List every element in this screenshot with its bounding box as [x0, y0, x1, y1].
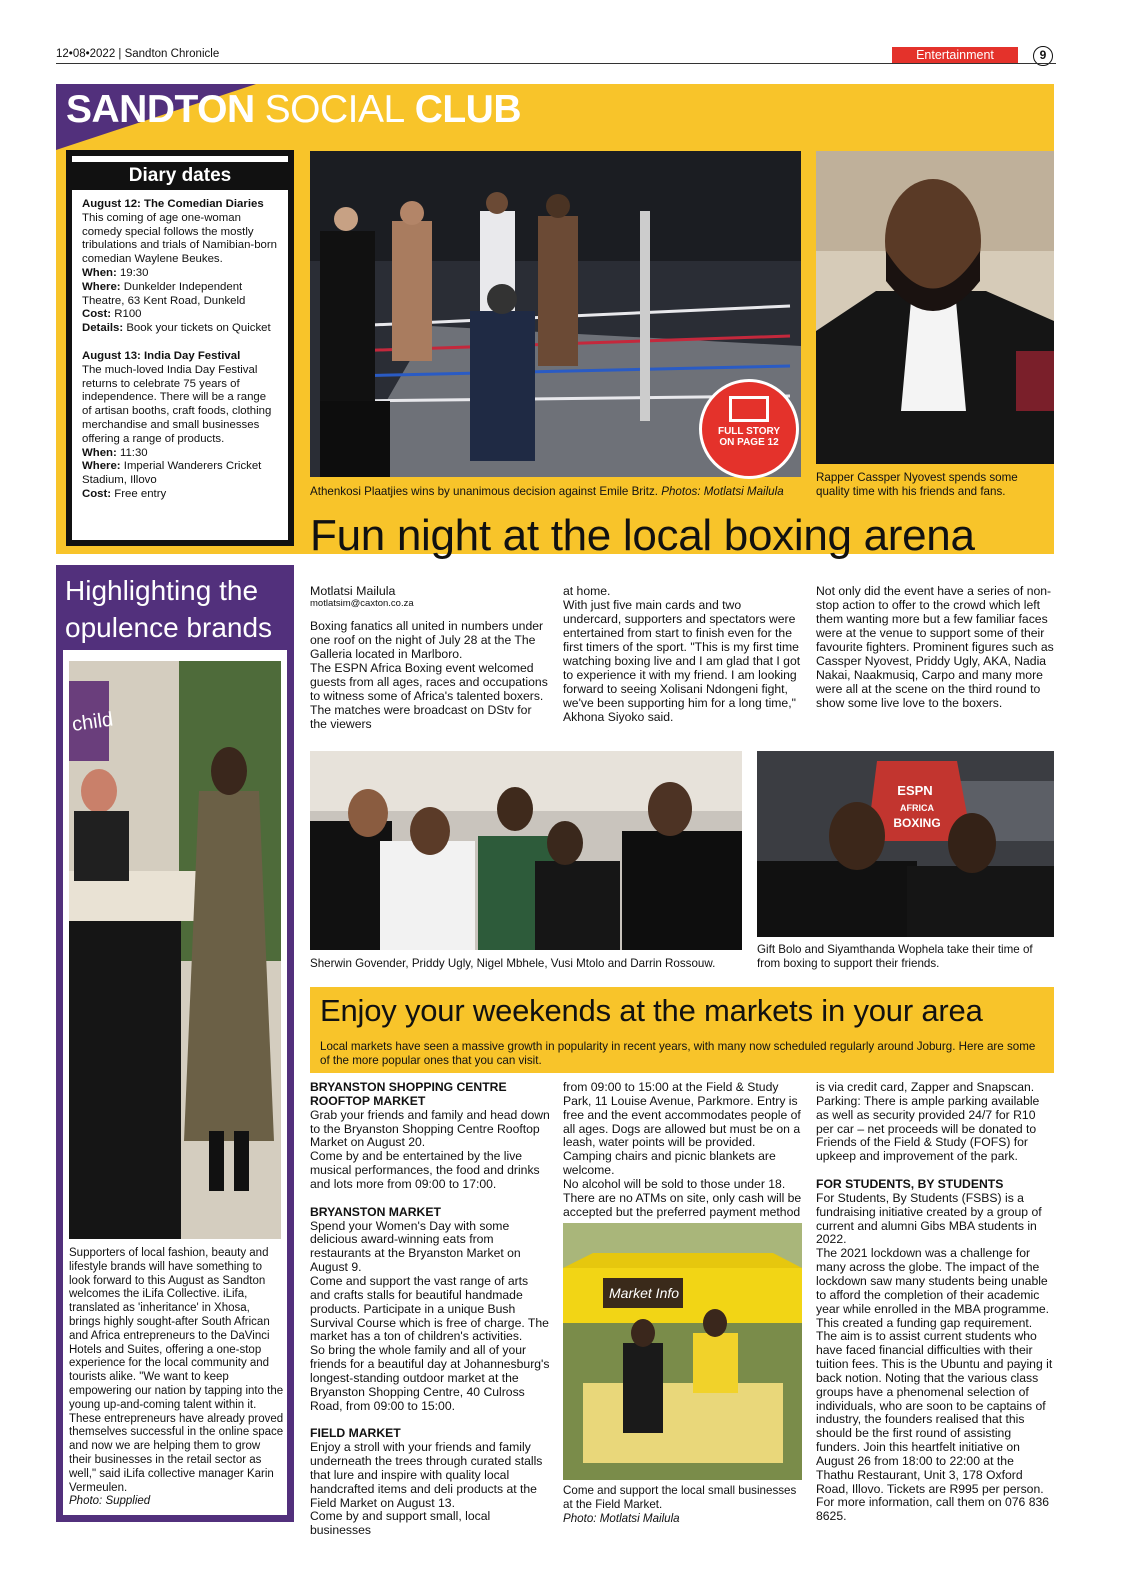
section-text: Grab your friends and family and head down to the Bryanston Shopping Centre Rooftop Market on August 20. Come by and be entertained by the live musical performances, the food and drinks and lots more from 09:00 to 17:00. — [310, 1107, 550, 1191]
diary-event-india-day — [82, 350, 278, 502]
details-label: Details: — [82, 322, 124, 335]
cost-label: Cost: — [82, 487, 112, 500]
field-section — [310, 1427, 550, 1538]
article-col-1 — [310, 584, 548, 731]
article-col-2: at home. With just five main cards and two undercard, supporters and spectators were entertained from start to finish even for the first timers of the sport. "This is my first time watching boxing live and I am glad that I got to experience it with my friend. I am looking forward to seeing Xolisani Ndongeni fight, we've been supporting him for a long time," Akhona Siyoko said. — [563, 584, 801, 724]
newspaper-icon — [729, 396, 769, 422]
caption-text: Athenkosi Plaatjies wins by unanimous decision against Emile Britz. — [310, 485, 662, 498]
market-sign-text: Market Info — [609, 1285, 680, 1301]
section-tab: Entertainment — [892, 47, 1018, 63]
section-text: Spend your Women's Day with some delicious award-winning eats from restaurants at the Bryanston Market on August 9. Come and support the vast range of arts and crafts stalls for beautiful handmade products. Participate in a unique Bush Survival Course which is free of charge. The market has a ton of children's activities. So bring the whole family and all of your friends for a beautiful day at Johannesburg's longest-standing outdoor market at the Bryanston Shopping Centre, 40 Culross Road, from 09:00 to 15:00. — [310, 1218, 550, 1413]
cassper-image — [816, 151, 1054, 464]
event-details: Book your tickets on Quicket — [123, 322, 271, 335]
where-label: Where: — [82, 460, 121, 473]
diary-heading: Diary dates — [72, 162, 288, 190]
duo-photo — [757, 751, 1054, 937]
africa-logo-text: AFRICA — [900, 803, 934, 813]
fsbs-section — [816, 1178, 1054, 1524]
byline: Motlatsi Mailula — [310, 584, 396, 598]
markets-col-3 — [816, 1081, 1054, 1538]
diary-entries — [82, 198, 278, 516]
field-payment-text: is via credit card, Zapper and Snapscan. Parking: There is ample parking available as well as security provided 24/7 for R10 per car – net proceeds will be donated to Friends of the Field & Study (FOFS) for upkeep and improvement of the park. — [816, 1080, 1040, 1164]
market-image — [563, 1223, 802, 1480]
opulence-title — [65, 572, 285, 646]
markets-col-2: from 09:00 to 15:00 at the Field & Study Park, 11 Louise Avenue, Parkmore. Entry is free and the event accommodates people of all ages. Dogs are allowed but must be on a leash, water points will be provided. Camping chairs and picnic blankets are welcome. No alcohol will be sold to those under 18. There are no ATMs on site, only cash will be accepted but the preferred payment method — [563, 1080, 802, 1219]
section-heading: FOR STUDENTS, BY STUDENTS — [816, 1177, 1004, 1192]
bryanston-section — [310, 1206, 550, 1414]
opulence-article — [69, 1247, 284, 1509]
photo-credit: Photo: Motlatsi Mailula — [563, 1512, 680, 1525]
diary-event-comedian — [82, 198, 278, 336]
article-col-3: Not only did the event have a series of non-stop action to offer to the crowd which left them wanting more but a few familiar faces were at the venue to support some of their favourite fighters. Prominent figures such as Cassper Nyovest, Priddy Ugly, AKA, Nadia Nakai, Naakmusiq, Carpo and many more were all at the scene on the third round to show some live love to the boxers. — [816, 584, 1054, 710]
group-photo — [310, 751, 742, 950]
event-cost: Free entry — [111, 487, 167, 500]
store-sign-text: child — [70, 708, 115, 736]
photo-credit: Photos: Motlatsi Mailula — [661, 485, 784, 498]
when-label: When: — [82, 266, 117, 279]
markets-col-1 — [310, 1081, 550, 1552]
opulence-credit: Photo: Supplied — [69, 1495, 151, 1508]
opulence-title-text: Highlighting the opulence brands — [65, 575, 273, 643]
cassper-caption: Rapper Cassper Nyovest spends some quality time with his friends and fans. — [816, 471, 1018, 498]
market-caption — [563, 1484, 803, 1526]
event-where: Imperial Wanderers Cricket Stadium, Illovo — [82, 460, 262, 487]
dateline: 12•08•2022 | Sandton Chronicle — [56, 48, 220, 60]
section-text: For Students, By Students (FSBS) is a fundraising initiative created by a group of current and alumni Gibs MBA students in 2022. The 2021 lockdown was a challenge for many across the globe. The impact of the lockdown saw many students being unable to afford the completion of their academic year while enrolled in the MBA programme. This created a funding gap requirement. The aim is to assist current students who have faced financial difficulties with their tuition fees. This is the Ubuntu and paying it back notion. Noting that the various class groups have a phenomenal selection of individuals, who are soon to be captains of industry, the founders realised that this should be the first round of assisting funders. Join this heartfelt initiative on August 26 from 18:00 to 22:00 at the Thathu Restaurant, Unit 3, 178 Oxford Road, Illovo. Tickets are R995 per person. For more information, call them on 076 836 8625. — [816, 1190, 1053, 1524]
when-label: When: — [82, 446, 117, 459]
event-when: 19:30 — [116, 266, 149, 279]
duo-caption: Gift Bolo and Siyamthanda Wophela take their time of from boxing to support their friends. — [757, 943, 1033, 970]
boxing-ring-caption — [310, 485, 802, 499]
cost-label: Cost: — [82, 308, 112, 321]
markets-intro: Local markets have seen a massive growth in popularity in recent years, with many now scheduled regularly around Joburg. Here are some of the more popular ones that you can visit. — [320, 1040, 1036, 1067]
ilifa-image — [69, 661, 281, 1239]
cassper-photo — [816, 151, 1054, 464]
event-title: August 13: India Day Festival — [82, 349, 241, 362]
header-rule — [56, 63, 1056, 64]
banner-title-social: SOCIAL — [264, 88, 405, 131]
event-when: 11:30 — [116, 446, 148, 459]
where-label: Where: — [82, 280, 121, 293]
section-heading: BRYANSTON MARKET — [310, 1204, 441, 1219]
badge-line-1: FULL STORY — [717, 426, 781, 437]
banner-title-club: CLUB — [414, 88, 522, 131]
badge-line-2: ON PAGE 12 — [719, 437, 779, 448]
event-desc: This coming of age one-woman comedy special follows the mostly tribulations and trials of Namibian-born comedian Waylene Beukes. — [82, 211, 278, 266]
caption-text: Come and support the local small businesses at the Field Market. — [563, 1484, 797, 1511]
market-photo — [563, 1223, 802, 1480]
section-heading: FIELD MARKET — [310, 1426, 401, 1441]
full-story-badge[interactable] — [699, 379, 799, 479]
ilifa-photo — [69, 661, 281, 1239]
section-heading: BRYANSTON SHOPPING CENTRE ROOFTOP MARKET — [310, 1080, 507, 1108]
boxing-headline: Fun night at the local boxing arena — [310, 511, 975, 560]
event-where: Dunkelder Independent Theatre, 63 Kent Road, Dunkeld — [82, 280, 246, 307]
byline-email[interactable]: motlatsim@caxton.co.za — [310, 598, 414, 609]
article-text: Boxing fanatics all united in numbers under one roof on the night of July 28 at the The Galleria located in Marlboro. The ESPN Africa Boxing event welcomed guests from all ages, races and occupations to witness some of Africa's talented boxers. The matches were broadcast on DStv for the viewers — [310, 619, 548, 731]
page-number: 9 — [1033, 46, 1053, 66]
opulence-text: Supporters of local fashion, beauty and lifestyle brands will have something to look forward to this August as Sandton welcomes the iLifa Collective. iLifa, translated as 'inheritance' in Xhosa, brings highly sought-after South African and Africa entrepreneurs to the DaVinci Hotels and Suites, offering a one-stop experience for the local community and tourists alike. "We want to keep empowering our nation by tapping into the young up-and-coming talent within it. These entrepreneurs have already proved themselves successful in the online space and now we are helping them to grow their businesses in the retail sector as well," said iLifa collective manager Karin Vermeulen. — [69, 1247, 284, 1494]
boxing-logo-text: BOXING — [893, 816, 941, 830]
bryanston-sc-section — [310, 1081, 550, 1192]
group-image — [310, 751, 742, 950]
markets-headline: Enjoy your weekends at the markets in your area — [320, 993, 983, 1028]
event-cost: R100 — [111, 308, 142, 321]
event-desc: The much-loved India Day Festival returns to celebrate 75 years of independence. There will be a range of artisan booths, craft foods, clothing merchandise and small businesses offering a range of products. — [82, 363, 272, 445]
group-caption: Sherwin Govender, Priddy Ugly, Nigel Mbhele, Vusi Mtolo and Darrin Rossouw. — [310, 957, 716, 970]
event-title: August 12: The Comedian Diaries — [82, 198, 264, 210]
espn-logo-text: ESPN — [897, 783, 933, 798]
section-text: Enjoy a stroll with your friends and family underneath the trees through curated stalls that lure and inspire with quality local handcrafted items and deli products at the Field Market on August 13. Come by and support small, local businesses — [310, 1440, 543, 1538]
banner-title-sandton: SANDTON — [66, 88, 255, 131]
banner-title — [66, 88, 521, 132]
duo-image — [757, 751, 1054, 937]
